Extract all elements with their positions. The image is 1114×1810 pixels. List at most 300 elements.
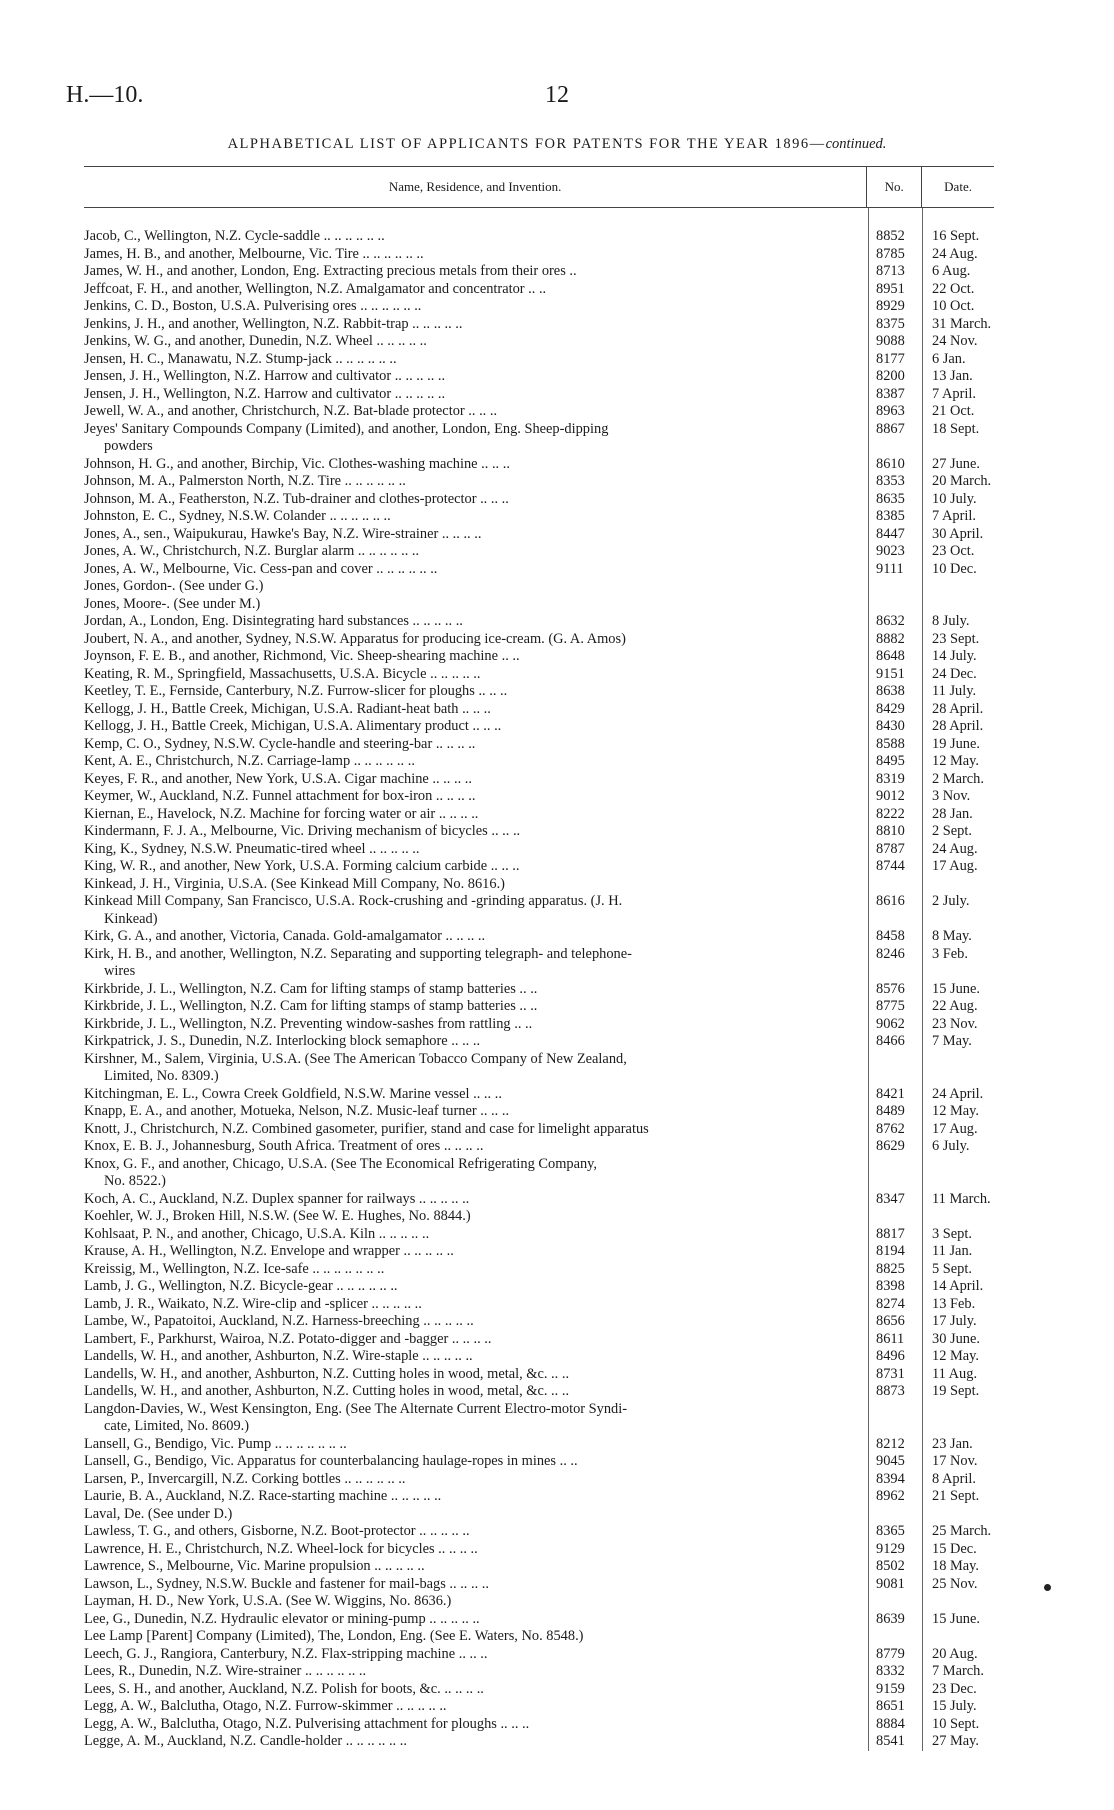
patent-date: 24 Aug. xyxy=(932,245,978,262)
table-row xyxy=(84,1208,994,1226)
patent-number xyxy=(868,876,922,894)
patent-date: 16 Sept. xyxy=(932,228,980,244)
entry-name xyxy=(84,631,868,649)
table-row xyxy=(84,701,994,719)
table-row xyxy=(84,1086,994,1104)
entry-name xyxy=(84,543,868,561)
patent-date: 23 Dec. xyxy=(932,1680,977,1697)
table-row xyxy=(84,561,994,579)
entry-name xyxy=(84,298,868,316)
entry-name xyxy=(84,1296,868,1314)
patent-number: 9023 xyxy=(876,543,905,559)
table-row xyxy=(84,281,994,299)
patent-number: 8639 xyxy=(876,1610,905,1627)
table-row xyxy=(84,316,994,334)
entry-continuation: No. 8522.) xyxy=(104,1173,166,1189)
entry-text: Lawrence, S., Melbourne, Vic. Marine propulsion .. .. .. .. .. xyxy=(84,1558,425,1574)
patent-date: 11 Aug. xyxy=(932,1365,978,1382)
table-row xyxy=(84,1471,994,1489)
patent-number: 8635 xyxy=(876,490,905,507)
patent-date: 13 Feb. xyxy=(932,1295,976,1312)
table-row xyxy=(84,298,994,316)
entry-text: Jensen, H. C., Manawatu, N.Z. Stump-jack .. .. .. .. .. .. xyxy=(84,350,397,367)
patent-number: 8651 xyxy=(876,1698,905,1714)
patent-date: 18 Sept. xyxy=(932,420,980,437)
entry-text: Layman, H. D., New York, U.S.A. (See W. Wiggins, No. 8636.) xyxy=(84,1593,452,1609)
patent-date: 20 Aug. xyxy=(932,1645,978,1662)
entry-text: Johnson, M. A., Featherston, N.Z. Tub-drainer and clothes-protector .. .. .. xyxy=(84,490,509,507)
table-row xyxy=(84,736,994,754)
entry-name xyxy=(84,1208,868,1226)
entry-text: Jensen, J. H., Wellington, N.Z. Harrow and cultivator .. .. .. .. .. xyxy=(84,368,446,384)
patent-date: 19 June. xyxy=(932,735,980,752)
table-row xyxy=(84,1733,994,1751)
patent-number: 8194 xyxy=(876,1243,905,1259)
patent-number: 9088 xyxy=(876,333,905,349)
patent-number: 8387 xyxy=(876,385,905,402)
entry-name xyxy=(84,508,868,526)
patent-date: 10 Oct. xyxy=(932,298,975,314)
entry-text: Knox, E. B. J., Johannesburg, South Africa. Treatment of ores .. .. .. .. xyxy=(84,1138,484,1154)
patent-number xyxy=(868,1628,922,1646)
entry-text: Lees, S. H., and another, Auckland, N.Z. Polish for boots, &c. .. .. .. .. xyxy=(84,1680,484,1697)
patent-date: 31 March. xyxy=(932,315,992,332)
patent-date: 11 March. xyxy=(932,1190,991,1207)
table-row xyxy=(84,263,994,281)
patent-number: 8638 xyxy=(876,683,905,699)
table-row xyxy=(84,771,994,789)
entry-text: Leech, G. J., Rangiora, Canterbury, N.Z. Flax-stripping machine .. .. .. xyxy=(84,1645,488,1662)
entry-name xyxy=(84,753,868,771)
patent-number: 8817 xyxy=(876,1225,905,1242)
patent-number: 8852 xyxy=(876,228,905,244)
heading-continued: continued. xyxy=(825,136,887,152)
table-header xyxy=(84,166,994,208)
document-reference: H.—10. xyxy=(66,82,144,108)
patent-date: 2 Sept. xyxy=(932,823,972,839)
entry-text: Kirkbride, J. L., Wellington, N.Z. Cam for lifting stamps of stamp batteries .. .. xyxy=(84,980,538,997)
entry-name xyxy=(84,928,868,946)
entry-name xyxy=(84,1138,868,1156)
table-row xyxy=(84,1628,994,1646)
patent-number xyxy=(868,1506,922,1524)
patent-number: 8496 xyxy=(876,1348,905,1364)
patent-date: 19 Sept. xyxy=(932,1383,980,1399)
patent-date: 5 Sept. xyxy=(932,1260,972,1277)
table-row xyxy=(84,526,994,544)
patent-date: 6 July. xyxy=(932,1138,970,1154)
patent-number: 8447 xyxy=(876,525,905,542)
patent-number: 8882 xyxy=(876,630,905,647)
patent-date: 7 May. xyxy=(932,1033,972,1049)
patent-number: 8787 xyxy=(876,840,905,857)
patent-number xyxy=(868,578,922,596)
entry-name xyxy=(84,368,868,386)
patent-number: 9062 xyxy=(876,1015,905,1032)
table-row xyxy=(84,1191,994,1209)
patent-date: 14 April. xyxy=(932,1278,984,1294)
entry-name xyxy=(84,1366,868,1384)
entry-name xyxy=(84,1331,868,1349)
entry-text: Jenkins, C. D., Boston, U.S.A. Pulverising ores .. .. .. .. .. .. xyxy=(84,298,422,314)
patent-date: 24 April. xyxy=(932,1085,984,1102)
patent-number: 8648 xyxy=(876,648,905,664)
patent-number: 8347 xyxy=(876,1190,905,1207)
table-row xyxy=(84,1121,994,1139)
entry-text: Krause, A. H., Wellington, N.Z. Envelope and wrapper .. .. .. .. .. xyxy=(84,1243,454,1259)
entry-name xyxy=(84,998,868,1016)
patent-number: 8951 xyxy=(876,280,905,297)
patent-date: 13 Jan. xyxy=(932,368,973,384)
entry-name xyxy=(84,1576,868,1594)
table-row xyxy=(84,578,994,596)
patent-date xyxy=(922,1051,994,1086)
column-header-date: Date. xyxy=(921,167,994,207)
entry-name xyxy=(84,1541,868,1559)
patent-number: 8398 xyxy=(876,1278,905,1294)
entry-name xyxy=(84,1313,868,1331)
table-row xyxy=(84,473,994,491)
patent-date: 20 March. xyxy=(932,473,992,489)
entry-name xyxy=(84,1383,868,1401)
patent-date: 8 July. xyxy=(932,613,970,629)
table-row xyxy=(84,1716,994,1734)
patent-number: 8332 xyxy=(876,1663,905,1679)
table-row xyxy=(84,543,994,561)
entry-name xyxy=(84,841,868,859)
entry-text: Jacob, C., Wellington, N.Z. Cycle-saddle .. .. .. .. .. .. xyxy=(84,228,385,244)
entry-text: Kreissig, M., Wellington, N.Z. Ice-safe .. .. .. .. .. .. .. xyxy=(84,1260,385,1277)
patent-number: 9151 xyxy=(876,665,905,682)
patent-number: 8385 xyxy=(876,508,905,524)
patent-number: 8884 xyxy=(876,1715,905,1732)
column-header-name: Name, Residence, and Invention. xyxy=(388,179,562,194)
table-row xyxy=(84,456,994,474)
table-row xyxy=(84,841,994,859)
entry-text: Jones, A., sen., Waipukurau, Hawke's Bay, N.Z. Wire-strainer .. .. .. .. xyxy=(84,525,482,542)
entry-text: Knapp, E. A., and another, Motueka, Nelson, N.Z. Music-leaf turner .. .. .. xyxy=(84,1103,510,1119)
patent-number: 8222 xyxy=(876,805,905,822)
patent-date xyxy=(922,1156,994,1191)
patent-date: 28 April. xyxy=(932,718,984,734)
page-heading xyxy=(0,136,1114,153)
table-row xyxy=(84,1296,994,1314)
patent-number: 8502 xyxy=(876,1558,905,1574)
table-row xyxy=(84,666,994,684)
table-row xyxy=(84,1541,994,1559)
entry-text: Keetley, T. E., Fernside, Canterbury, N.Z. Furrow-slicer for ploughs .. .. .. xyxy=(84,683,508,699)
table-row xyxy=(84,683,994,701)
patent-date: 17 July. xyxy=(932,1313,977,1329)
patent-number: 8246 xyxy=(876,945,905,962)
patent-number: 8200 xyxy=(876,368,905,384)
entry-text: Lambert, F., Parkhurst, Wairoa, N.Z. Potato-digger and -bagger .. .. .. .. xyxy=(84,1330,492,1347)
entry-name xyxy=(84,1506,868,1524)
patent-number: 8466 xyxy=(876,1033,905,1049)
table-row xyxy=(84,1646,994,1664)
patent-date: 23 Jan. xyxy=(932,1435,973,1452)
entry-text: Kiernan, E., Havelock, N.Z. Machine for forcing water or air .. .. .. .. xyxy=(84,805,479,822)
patent-number: 8489 xyxy=(876,1103,905,1119)
patent-number: 8495 xyxy=(876,753,905,769)
entry-text: Jones, Moore-. (See under M.) xyxy=(84,595,261,612)
patent-number: 9012 xyxy=(876,788,905,804)
entry-name xyxy=(84,596,868,614)
table-row xyxy=(84,928,994,946)
entry-text: Lawson, L., Sydney, N.S.W. Buckle and fastener for mail-bags .. .. .. .. xyxy=(84,1575,489,1592)
entry-name xyxy=(84,1523,868,1541)
entry-text: Koehler, W. J., Broken Hill, N.S.W. (See W. E. Hughes, No. 8844.) xyxy=(84,1208,471,1224)
patent-date: 11 Jan. xyxy=(932,1243,973,1259)
entry-name xyxy=(84,1471,868,1489)
patent-date: 21 Sept. xyxy=(932,1488,980,1504)
patent-number: 8353 xyxy=(876,473,905,489)
table-row xyxy=(84,1331,994,1349)
entry-text: Jeyes' Sanitary Compounds Company (Limited), and another, London, Eng. Sheep-dipping xyxy=(84,420,609,437)
entry-name xyxy=(84,1681,868,1699)
table-row xyxy=(84,368,994,386)
entry-text: Landells, W. H., and another, Ashburton, N.Z. Cutting holes in wood, metal, &c. .. .. xyxy=(84,1383,570,1399)
entry-text: Joubert, N. A., and another, Sydney, N.S.W. Apparatus for producing ice-cream. (G. A. Amos) xyxy=(84,630,626,647)
entry-text: Lees, R., Dunedin, N.Z. Wire-strainer .. .. .. .. .. .. xyxy=(84,1663,367,1679)
entry-continuation: wires xyxy=(104,963,136,979)
patent-date: 7 April. xyxy=(932,385,976,402)
entry-text: Kemp, C. O., Sydney, N.S.W. Cycle-handle and steering-bar .. .. .. .. xyxy=(84,735,476,752)
patent-date: 17 Nov. xyxy=(932,1453,978,1469)
entry-text: Lee, G., Dunedin, N.Z. Hydraulic elevator or mining-pump .. .. .. .. .. xyxy=(84,1610,480,1627)
patent-number xyxy=(868,1051,922,1086)
table-row xyxy=(84,246,994,264)
entry-name xyxy=(84,1436,868,1454)
table-row xyxy=(84,876,994,894)
page-number: 12 xyxy=(545,82,569,108)
entry-text: Jenkins, W. G., and another, Dunedin, N.Z. Wheel .. .. .. .. .. xyxy=(84,333,427,349)
entry-name xyxy=(84,421,868,456)
entry-text: Johnson, H. G., and another, Birchip, Vic. Clothes-washing machine .. .. .. xyxy=(84,455,510,472)
entry-text: Johnson, M. A., Palmerston North, N.Z. Tire .. .. .. .. .. .. xyxy=(84,473,406,489)
entry-text: Kellogg, J. H., Battle Creek, Michigan, U.S.A. Radiant-heat bath .. .. .. xyxy=(84,700,491,717)
entry-text: Jensen, J. H., Wellington, N.Z. Harrow and cultivator .. .. .. .. .. xyxy=(84,385,446,402)
patent-date: 27 June. xyxy=(932,455,980,472)
table-row xyxy=(84,1506,994,1524)
patent-number: 8825 xyxy=(876,1260,905,1277)
entry-text: Legge, A. M., Auckland, N.Z. Candle-holder .. .. .. .. .. .. xyxy=(84,1733,407,1749)
patent-number: 8810 xyxy=(876,823,905,839)
table-row xyxy=(84,946,994,981)
patent-date xyxy=(922,596,994,614)
patent-number: 8274 xyxy=(876,1295,905,1312)
patent-number: 8962 xyxy=(876,1488,905,1504)
patent-number: 8762 xyxy=(876,1120,905,1137)
entry-text: Kent, A. E., Christchurch, N.Z. Carriage-lamp .. .. .. .. .. .. xyxy=(84,753,415,769)
table-row xyxy=(84,1156,994,1191)
patent-date: 24 Aug. xyxy=(932,840,978,857)
table-row xyxy=(84,823,994,841)
entry-name xyxy=(84,718,868,736)
patent-date xyxy=(922,1208,994,1226)
patent-date: 24 Nov. xyxy=(932,333,978,349)
patent-date: 3 Feb. xyxy=(932,945,968,962)
patent-number: 8458 xyxy=(876,928,905,944)
table-row xyxy=(84,1663,994,1681)
entry-name xyxy=(84,1558,868,1576)
table-row xyxy=(84,228,994,246)
entry-name xyxy=(84,1156,868,1191)
patent-number: 8541 xyxy=(876,1733,905,1749)
table-row xyxy=(84,1681,994,1699)
entry-name xyxy=(84,263,868,281)
patent-number: 8429 xyxy=(876,700,905,717)
entry-name xyxy=(84,1348,868,1366)
entry-name xyxy=(84,1226,868,1244)
entry-text: Langdon-Davies, W., West Kensington, Eng. (See The Alternate Current Electro-motor Syndi- xyxy=(84,1400,628,1417)
patent-date: 15 July. xyxy=(932,1698,977,1714)
patent-number: 9159 xyxy=(876,1680,905,1697)
patent-date xyxy=(922,1401,994,1436)
patent-date: 2 March. xyxy=(932,770,984,787)
table-row xyxy=(84,1103,994,1121)
entry-continuation: cate, Limited, No. 8609.) xyxy=(104,1418,250,1434)
entry-text: Laval, De. (See under D.) xyxy=(84,1505,233,1522)
table-row xyxy=(84,1611,994,1629)
entry-text: Keating, R. M., Springfield, Massachusetts, U.S.A. Bicycle .. .. .. .. .. xyxy=(84,665,481,682)
patent-date: 22 Aug. xyxy=(932,998,978,1014)
entry-continuation: Limited, No. 8309.) xyxy=(104,1068,219,1084)
entry-text: Jeffcoat, F. H., and another, Wellington, N.Z. Amalgamator and concentrator .. .. xyxy=(84,280,547,297)
patent-number: 8375 xyxy=(876,315,905,332)
table-row xyxy=(84,1313,994,1331)
patent-number: 9111 xyxy=(876,560,904,577)
entry-text: Kindermann, F. J. A., Melbourne, Vic. Driving mechanism of bicycles .. .. .. xyxy=(84,823,521,839)
table-row xyxy=(84,1033,994,1051)
entry-text: Lambe, W., Papatoitoi, Auckland, N.Z. Harness-breeching .. .. .. .. .. xyxy=(84,1313,474,1329)
patent-number xyxy=(868,1401,922,1436)
entry-name xyxy=(84,1453,868,1471)
patent-date: 27 May. xyxy=(932,1733,980,1749)
patent-date: 15 Dec. xyxy=(932,1540,977,1557)
patent-date: 18 May. xyxy=(932,1558,980,1574)
patent-number: 9129 xyxy=(876,1540,905,1557)
entry-text: Keyes, F. R., and another, New York, U.S.A. Cigar machine .. .. .. .. xyxy=(84,770,472,787)
patent-date: 17 Aug. xyxy=(932,858,978,874)
entry-name xyxy=(84,1593,868,1611)
entry-name xyxy=(84,1716,868,1734)
table-row xyxy=(84,858,994,876)
entry-name xyxy=(84,666,868,684)
entry-text: Jones, A. W., Christchurch, N.Z. Burglar alarm .. .. .. .. .. .. xyxy=(84,543,420,559)
patent-number: 8319 xyxy=(876,770,905,787)
patent-date: 25 March. xyxy=(932,1523,992,1539)
patent-date xyxy=(922,1593,994,1611)
patent-date: 7 March. xyxy=(932,1663,984,1679)
entry-name xyxy=(84,806,868,824)
entry-name xyxy=(84,351,868,369)
patent-number xyxy=(868,1208,922,1226)
table-row xyxy=(84,648,994,666)
table-row xyxy=(84,1576,994,1594)
entry-name xyxy=(84,788,868,806)
patent-date: 10 Dec. xyxy=(932,560,977,577)
patent-date xyxy=(922,1628,994,1646)
entry-name xyxy=(84,1698,868,1716)
entry-text: Jones, A. W., Melbourne, Vic. Cess-pan and cover .. .. .. .. .. .. xyxy=(84,560,438,577)
patent-date: 15 June. xyxy=(932,980,980,997)
entry-name xyxy=(84,701,868,719)
table-row xyxy=(84,1016,994,1034)
table-row xyxy=(84,1593,994,1611)
patent-number: 8212 xyxy=(876,1435,905,1452)
patent-date: 17 Aug. xyxy=(932,1120,978,1137)
entry-text: King, K., Sydney, N.S.W. Pneumatic-tired wheel .. .. .. .. .. xyxy=(84,840,420,857)
patent-date: 23 Oct. xyxy=(932,543,975,559)
entry-name xyxy=(84,1646,868,1664)
patent-date: 7 April. xyxy=(932,508,976,524)
table-row xyxy=(84,1453,994,1471)
entry-name xyxy=(84,613,868,631)
entry-name xyxy=(84,1103,868,1121)
table-row xyxy=(84,1261,994,1279)
patent-number: 8421 xyxy=(876,1085,905,1102)
entry-name xyxy=(84,246,868,264)
patent-date: 15 June. xyxy=(932,1610,980,1627)
entry-text: Legg, A. W., Balclutha, Otago, N.Z. Pulverising attachment for ploughs .. .. .. xyxy=(84,1715,530,1732)
entry-text: Legg, A. W., Balclutha, Otago, N.Z. Furrow-skimmer .. .. .. .. .. xyxy=(84,1698,447,1714)
ink-blot xyxy=(1044,1584,1051,1591)
patent-date: 28 Jan. xyxy=(932,805,973,822)
patent-date: 24 Dec. xyxy=(932,665,977,682)
table-row xyxy=(84,788,994,806)
patent-date: 12 May. xyxy=(932,1348,980,1364)
entry-name xyxy=(84,228,868,246)
entry-name xyxy=(84,473,868,491)
entry-name xyxy=(84,1628,868,1646)
table-row xyxy=(84,351,994,369)
entry-name xyxy=(84,1733,868,1751)
patent-number: 8744 xyxy=(876,858,905,874)
entry-name xyxy=(84,386,868,404)
entry-text: Kirk, G. A., and another, Victoria, Canada. Gold-amalgamator .. .. .. .. xyxy=(84,928,486,944)
entry-text: Kinkead, J. H., Virginia, U.S.A. (See Kinkead Mill Company, No. 8616.) xyxy=(84,875,505,892)
table-row xyxy=(84,753,994,771)
patent-date: 10 July. xyxy=(932,490,977,507)
entry-text: Lawless, T. G., and others, Gisborne, N.Z. Boot-protector .. .. .. .. .. xyxy=(84,1523,470,1539)
entry-text: Jones, Gordon-. (See under G.) xyxy=(84,578,264,594)
patent-number: 8656 xyxy=(876,1313,905,1329)
entry-name xyxy=(84,1611,868,1629)
entry-name xyxy=(84,1086,868,1104)
entry-text: King, W. R., and another, New York, U.S.A. Forming calcium carbide .. .. .. xyxy=(84,858,520,874)
entry-name xyxy=(84,876,868,894)
patent-number: 8629 xyxy=(876,1138,905,1154)
entry-text: Kirk, H. B., and another, Wellington, N.Z. Separating and supporting telegraph- and telephone- xyxy=(84,945,632,962)
patent-number: 8365 xyxy=(876,1523,905,1539)
patent-number: 8963 xyxy=(876,403,905,419)
entry-name xyxy=(84,403,868,421)
patent-number: 8430 xyxy=(876,718,905,734)
patent-date: 21 Oct. xyxy=(932,403,975,419)
entry-text: Laurie, B. A., Auckland, N.Z. Race-starting machine .. .. .. .. .. xyxy=(84,1488,442,1504)
entry-name xyxy=(84,1488,868,1506)
entry-text: Kitchingman, E. L., Cowra Creek Goldfield, N.S.W. Marine vessel .. .. .. xyxy=(84,1085,502,1102)
table-row xyxy=(84,1383,994,1401)
entry-name xyxy=(84,683,868,701)
entry-text: Jenkins, J. H., and another, Wellington, N.Z. Rabbit-trap .. .. .. .. .. xyxy=(84,315,463,332)
column-header-no: No. xyxy=(866,167,921,207)
table-row xyxy=(84,981,994,999)
patent-number: 8779 xyxy=(876,1645,905,1662)
patent-number xyxy=(868,596,922,614)
patent-number: 8177 xyxy=(876,350,905,367)
